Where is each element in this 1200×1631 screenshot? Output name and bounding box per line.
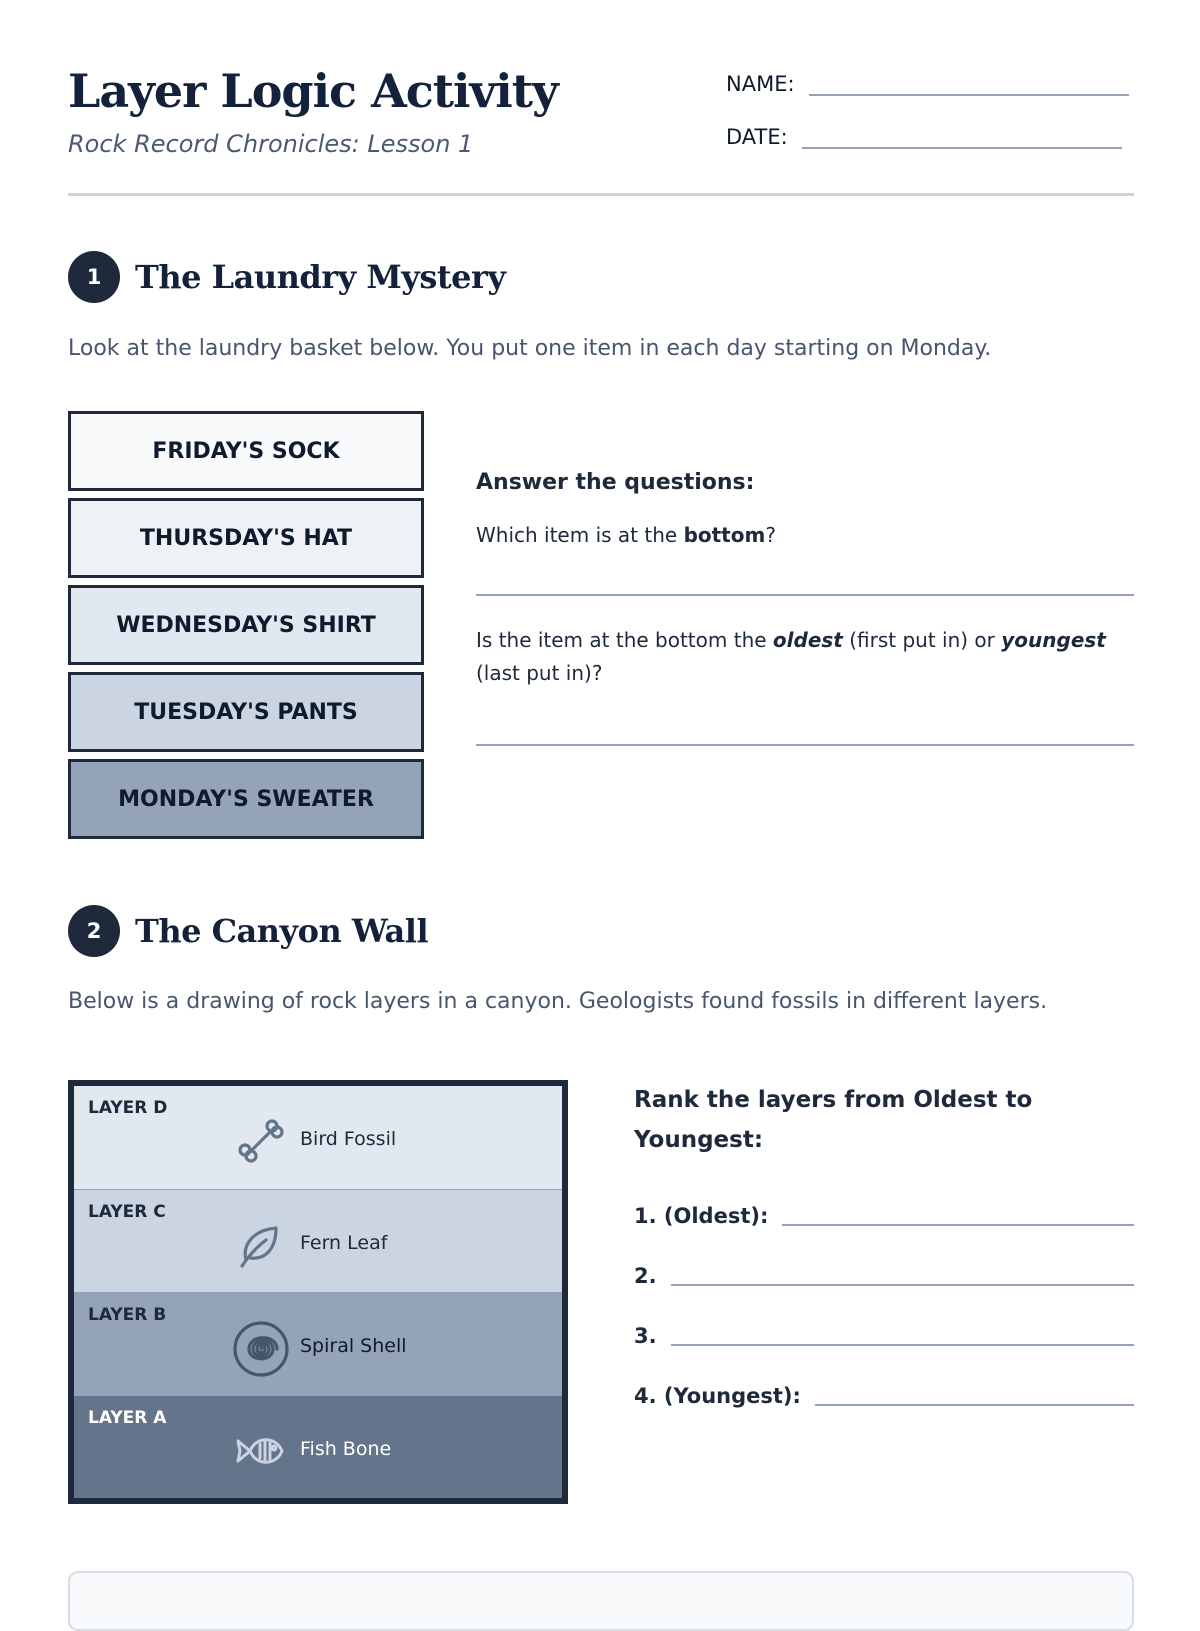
section-2-title: The Canyon Wall xyxy=(135,912,429,950)
fish-icon xyxy=(232,1422,290,1480)
canyon-wall-diagram xyxy=(68,1080,568,1504)
rank-heading: Rank the layers from Oldest to Youngest: xyxy=(634,1087,1033,1153)
rank-answer-line-4[interactable] xyxy=(815,1404,1134,1406)
section-1-intro: Look at the laundry basket below. You put one item in each day starting on Monday. xyxy=(68,336,992,361)
bone-icon xyxy=(232,1112,290,1170)
section-2-heading xyxy=(68,905,428,957)
section-1-number-badge: 1 xyxy=(68,251,120,303)
name-field xyxy=(726,72,1129,96)
fossil-name-shell: Spiral Shell xyxy=(300,1335,407,1357)
name-label: NAME: xyxy=(726,72,795,96)
section-2-intro: Below is a drawing of rock layers in a canyon. Geologists found fossils in different layers. xyxy=(68,989,1048,1014)
stack-item-thursday-hat: THURSDAY'S HAT xyxy=(68,498,424,578)
layer-b-label: LAYER B xyxy=(88,1305,167,1325)
answer-line-1[interactable] xyxy=(476,594,1134,596)
rank-answer-line-2[interactable] xyxy=(671,1284,1134,1286)
section-2-number-badge: 2 xyxy=(68,905,120,957)
layer-b xyxy=(74,1292,562,1395)
rank-label-1: 1. (Oldest): xyxy=(634,1204,769,1228)
stack-item-tuesday-pants: TUESDAY'S PANTS xyxy=(68,672,424,752)
page-subtitle: Rock Record Chronicles: Lesson 1 xyxy=(68,130,474,158)
question-2: Is the item at the bottom the oldest (first put in) or youngest (last put in)? xyxy=(476,628,1106,685)
leaf-icon xyxy=(232,1216,290,1274)
bottom-panel xyxy=(68,1571,1134,1631)
answer-line-2[interactable] xyxy=(476,744,1134,746)
worksheet-page xyxy=(68,0,1134,1600)
layer-c xyxy=(74,1189,562,1292)
date-field xyxy=(726,125,1122,149)
rank-row-3 xyxy=(634,1324,1134,1348)
rank-row-2 xyxy=(634,1264,1134,1288)
question-1: Which item is at the bottom? xyxy=(476,523,776,547)
date-label: DATE: xyxy=(726,125,788,149)
rank-answer-line-1[interactable] xyxy=(782,1224,1134,1226)
name-input-line[interactable] xyxy=(809,93,1129,96)
rank-row-4 xyxy=(634,1384,1134,1408)
fossil-name-fern: Fern Leaf xyxy=(300,1232,388,1254)
stack-item-monday-sweater: MONDAY'S SWEATER xyxy=(68,759,424,839)
laundry-stack xyxy=(68,411,424,846)
fossil-name-bird: Bird Fossil xyxy=(300,1128,397,1150)
layer-d xyxy=(74,1086,562,1189)
stack-item-friday-sock: FRIDAY'S SOCK xyxy=(68,411,424,491)
ranking-area xyxy=(634,1080,1134,1408)
layer-a-label: LAYER A xyxy=(88,1408,167,1428)
section-1-title: The Laundry Mystery xyxy=(135,258,506,296)
layer-d-label: LAYER D xyxy=(88,1098,168,1118)
rank-row-1 xyxy=(634,1204,1134,1228)
page-title: Layer Logic Activity xyxy=(68,64,558,118)
layer-a xyxy=(74,1395,562,1498)
rank-answer-line-3[interactable] xyxy=(671,1344,1134,1346)
rank-label-4: 4. (Youngest): xyxy=(634,1384,801,1408)
date-input-line[interactable] xyxy=(802,146,1122,149)
header-divider xyxy=(68,193,1134,196)
spiral-shell-icon xyxy=(232,1319,290,1377)
section-1-heading xyxy=(68,251,505,303)
stack-item-wednesday-shirt: WEDNESDAY'S SHIRT xyxy=(68,585,424,665)
layer-c-label: LAYER C xyxy=(88,1202,166,1222)
questions-area xyxy=(476,470,1134,746)
fossil-name-fish: Fish Bone xyxy=(300,1438,392,1460)
rank-label-3: 3. xyxy=(634,1324,657,1348)
rank-label-2: 2. xyxy=(634,1264,657,1288)
questions-heading: Answer the questions: xyxy=(476,470,755,495)
